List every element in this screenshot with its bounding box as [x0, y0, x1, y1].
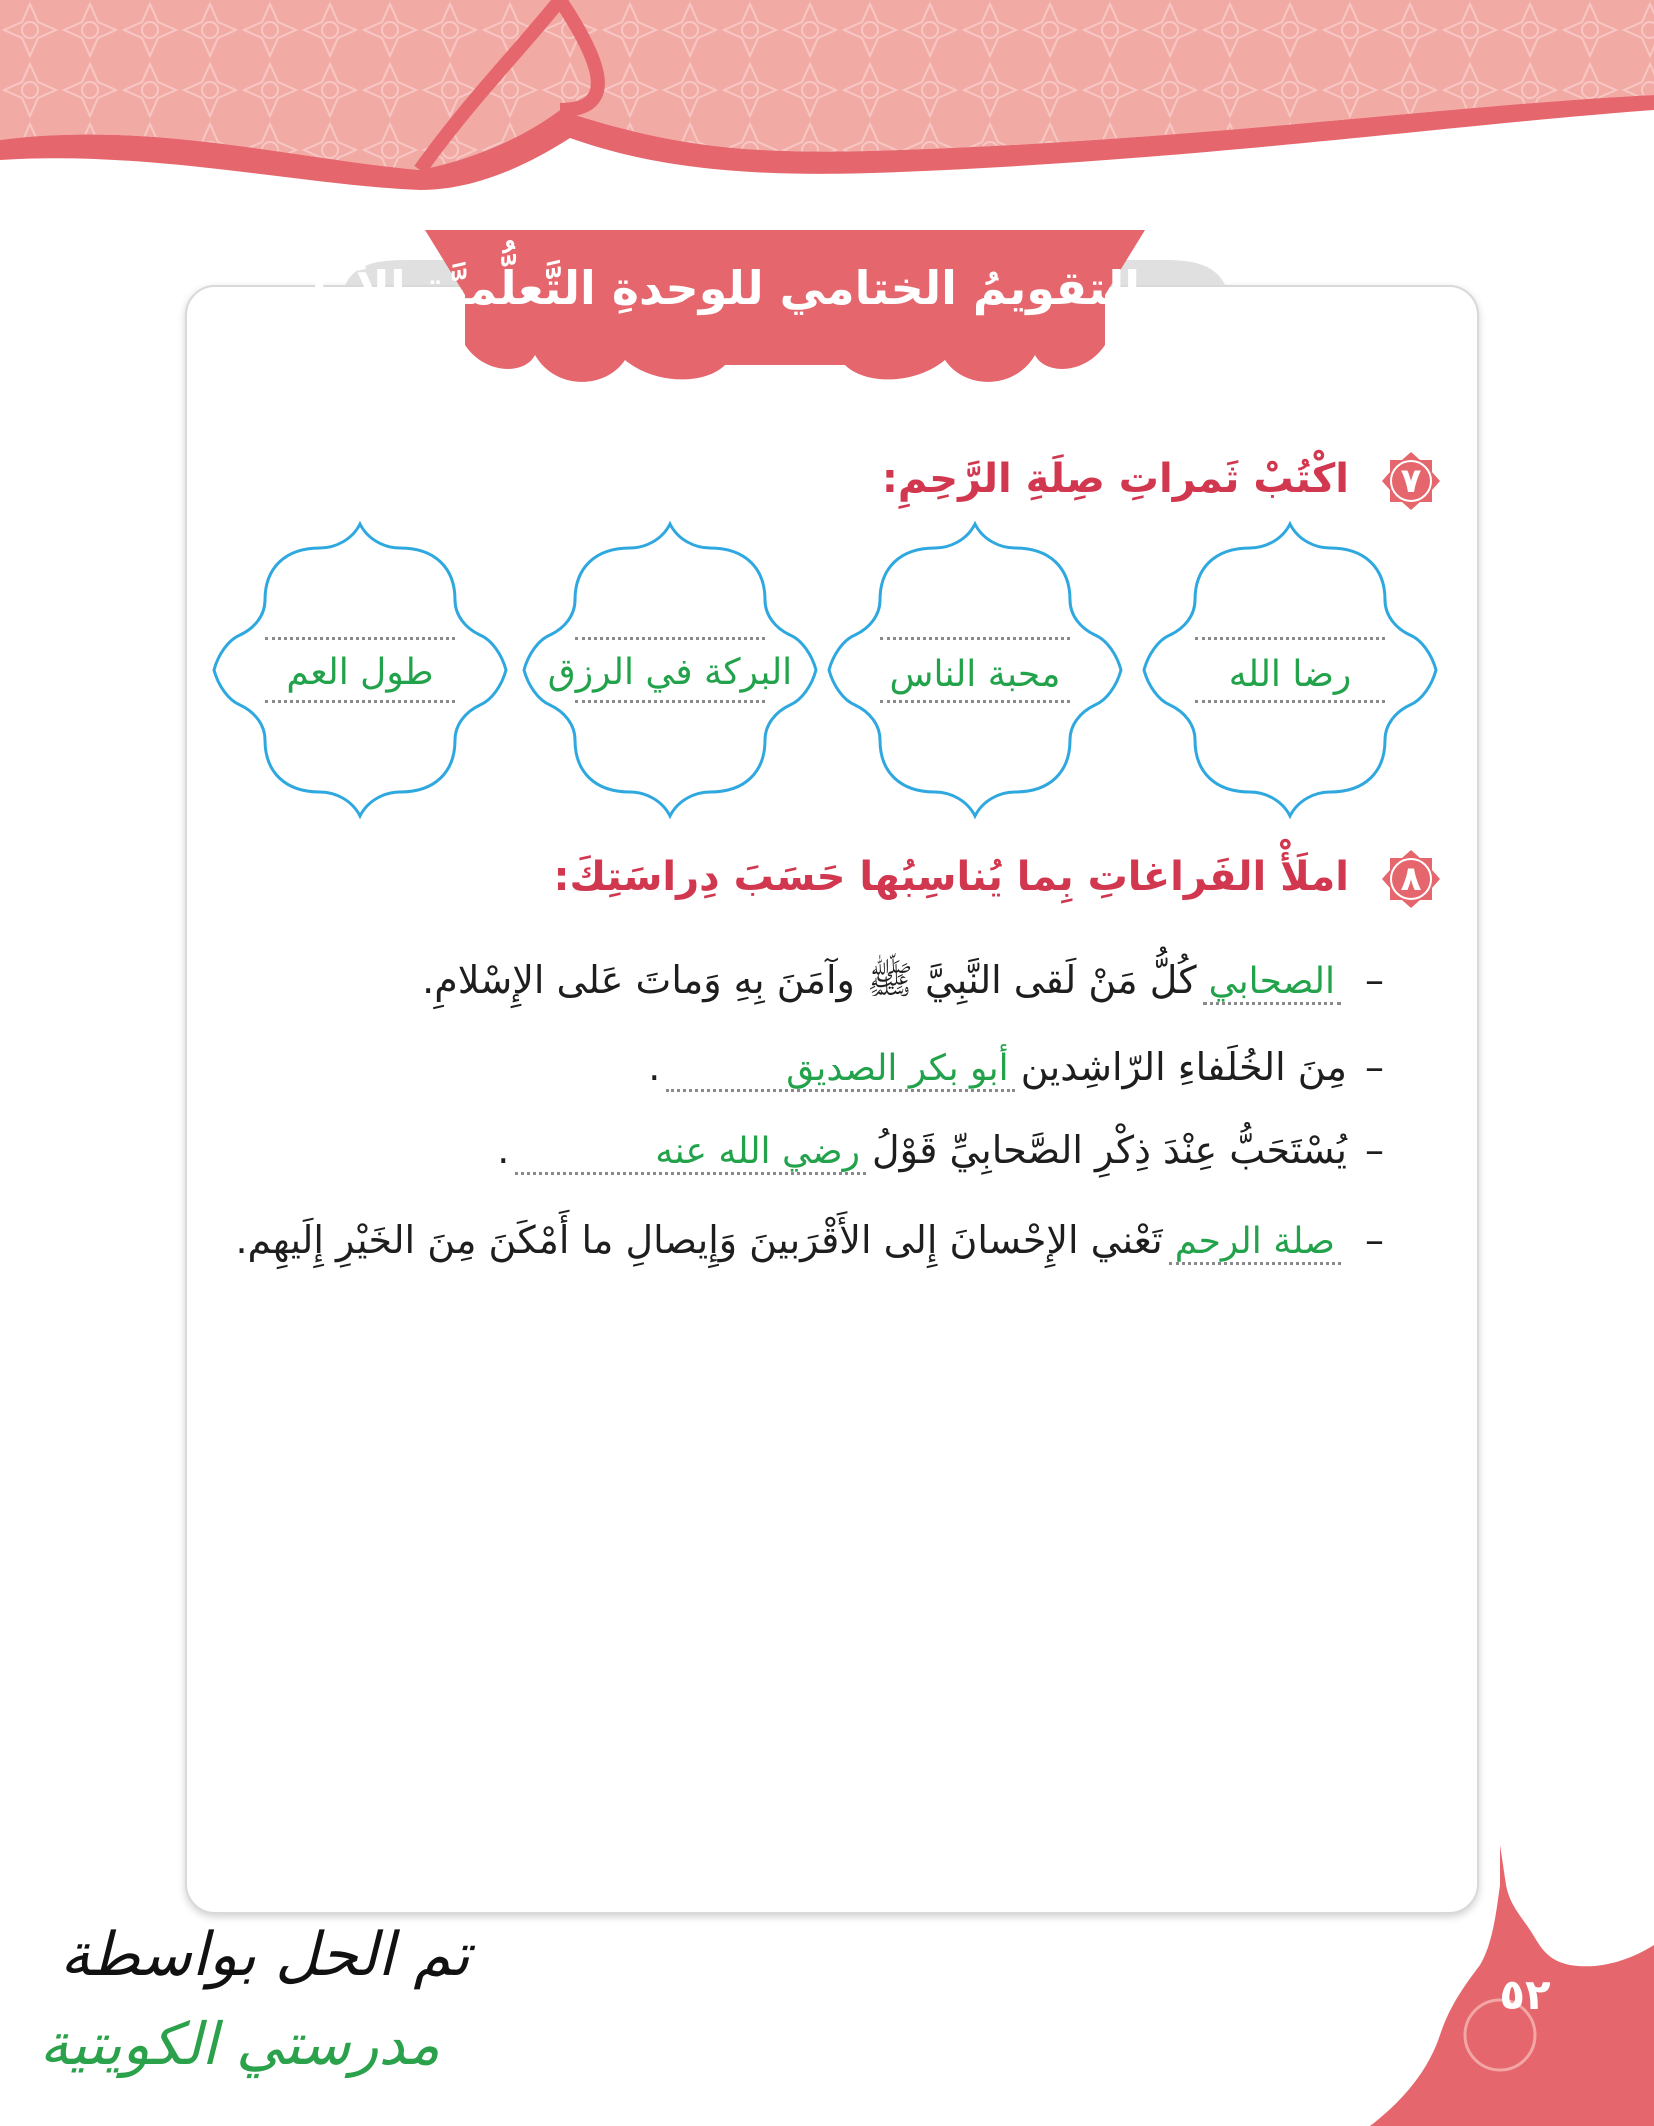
sentence-2-end: . [648, 1045, 661, 1089]
sentence-4-text: تَعْني الإِحْسانَ إِلى الأَقْرَبينَ وَإِيصالِ ما أَمْكَنَ مِنَ الخَيْرِ إِلَيهِم. [235, 1218, 1163, 1262]
fill-answer-3[interactable]: رضي الله عنه [515, 1132, 866, 1175]
fill-sentence-2 [648, 1037, 1384, 1097]
fill-sentence-4 [235, 1210, 1384, 1270]
sentence-3-text: يُسْتَحَبُّ عِنْدَ ذِكْرِ الصَّحابِيِّ قَوْلُ [871, 1128, 1347, 1172]
question-8-title: املَأْ الفَراغاتِ بِما يُناسِبُها حَسَبَ دِراسَتِكَ: [553, 854, 1349, 900]
sentence-1-text: كُلُّ مَنْ لَقى النَّبِيَّ ﷺ وآمَنَ بِهِ وَماتَ عَلى الإِسْلامِ. [422, 958, 1197, 1002]
frame-1-bottom-line [1195, 700, 1385, 703]
fruit-answer-2: محبة الناس [889, 654, 1061, 695]
frame-3-bottom-line [575, 700, 765, 703]
question-8-number: ٨ [1400, 859, 1422, 899]
frame-2-bottom-line [880, 700, 1070, 703]
frame-4-bottom-line [265, 700, 455, 703]
fill-answer-2[interactable]: أبو بكر الصديق [666, 1049, 1014, 1092]
page-title: التقويمُ الختامي للوحدةِ التَّعلُّميَّةِ الأولى [263, 261, 1140, 315]
fruit-answer-4: طول العم [286, 652, 434, 693]
fill-answer-1[interactable]: الصحابي [1203, 962, 1341, 1005]
frame-2-top-line [880, 637, 1070, 640]
fill-answer-4[interactable]: صلة الرحم [1169, 1222, 1341, 1265]
fruit-answer-3: البركة في الرزق [547, 652, 793, 693]
page-number: ٥٢ [1499, 1970, 1551, 2019]
sentence-dash: – [1365, 958, 1384, 1002]
sentence-dash: – [1365, 1128, 1384, 1172]
sentence-2-text: مِنَ الخُلَفاءِ الرّاشِدين [1020, 1045, 1347, 1089]
sentence-dash: – [1365, 1045, 1384, 1089]
solved-by-line-2: مدرستي الكويتية [39, 2010, 440, 2078]
frame-3-top-line [575, 637, 765, 640]
fill-sentence-1 [422, 950, 1384, 1010]
frame-4-top-line [265, 637, 455, 640]
top-decorative-band [0, 0, 1654, 190]
question-7-number: ٧ [1400, 461, 1422, 501]
solved-by-line-1: تم الحل بواسطة [60, 1920, 470, 1990]
frame-1-top-line [1195, 637, 1385, 640]
sentence-3-end: . [497, 1128, 510, 1172]
fill-sentence-3 [497, 1120, 1384, 1180]
fruit-answer-1: رضا الله [1228, 654, 1352, 695]
sentence-dash: – [1365, 1218, 1384, 1262]
question-7-title: اكْتُبْ ثَمراتِ صِلَةِ الرَّحِمِ: [881, 456, 1349, 502]
